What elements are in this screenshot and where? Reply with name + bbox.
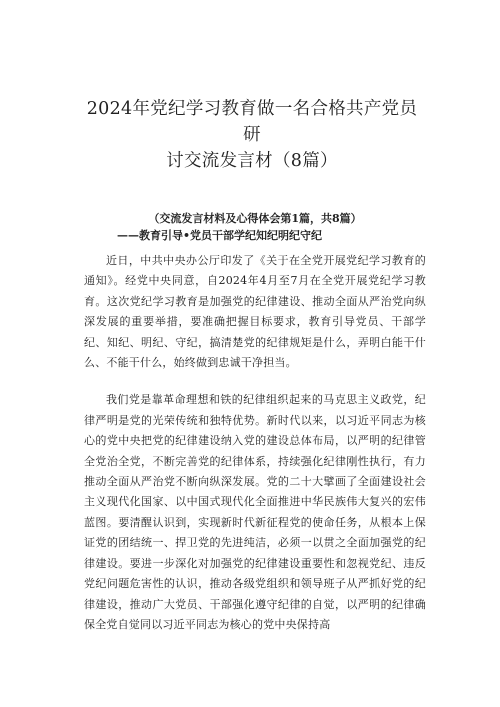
document-title: [84, 96, 426, 174]
document-subtitle: （交流发言材料及心得体会第1篇，共8篇）: [148, 212, 362, 225]
title-line-1: 2024年党纪学习教育做一名合格共产党员研: [86, 99, 418, 145]
body-paragraph-2: 我们党是靠革命理想和铁的纪律组织起来的马克思主义政党，纪律严明是党的光荣传统和独特优势。新时代以来，以习近平同志为核心的党中央把党的纪律建设纳入党的建设总体布局，以严明的纪律管全党治全党，不断完善党的纪律体系，持续强化纪律刚性执行，有力推动全面从严治党不断向纵深发展。党的二十大擘画了全面建设社会主义现代化国家、以中国式现代化全面推进中华民族伟大复兴的宏伟蓝图。要清醒认识到，实现新时代新征程党的使命任务，从根本上保证党的团结统一、捍卫党的先进纯洁，必须一以贯之全面加强党的纪律建设。要进一步深化对加强党的纪律建设重要性和忽视党纪、违反党纪问题危害性的认识，推动各级党组织和领导班子从严抓好党的纪律建设，推动广大党员、干部强化遵守纪律的自觉，以严明的纪律确保全党自觉同以习近平同志为核心的党中央保持高: [84, 393, 426, 631]
title-line-2: 讨交流发言材（8篇）: [166, 151, 338, 171]
body-paragraph-1: 近日，中共中央办公厅印发了《关于在全党开展党纪学习教育的通知》。经党中央同意，自2024年4月至7月在全党开展党纪学习教育。这次党纪学习教育是加强党的纪律建设、推动全面从严治党向纵深发展的重要举措，要准确把握目标要求，教育引导党员、干部学纪、知纪、明纪、守纪，搞清楚党的纪律规矩是什么，弄明白能干什么、不能干什么，始终做到忠诚干净担当。: [84, 254, 426, 370]
document-byline: ——教育引导•党员干部学纪知纪明纪守纪: [117, 229, 323, 242]
